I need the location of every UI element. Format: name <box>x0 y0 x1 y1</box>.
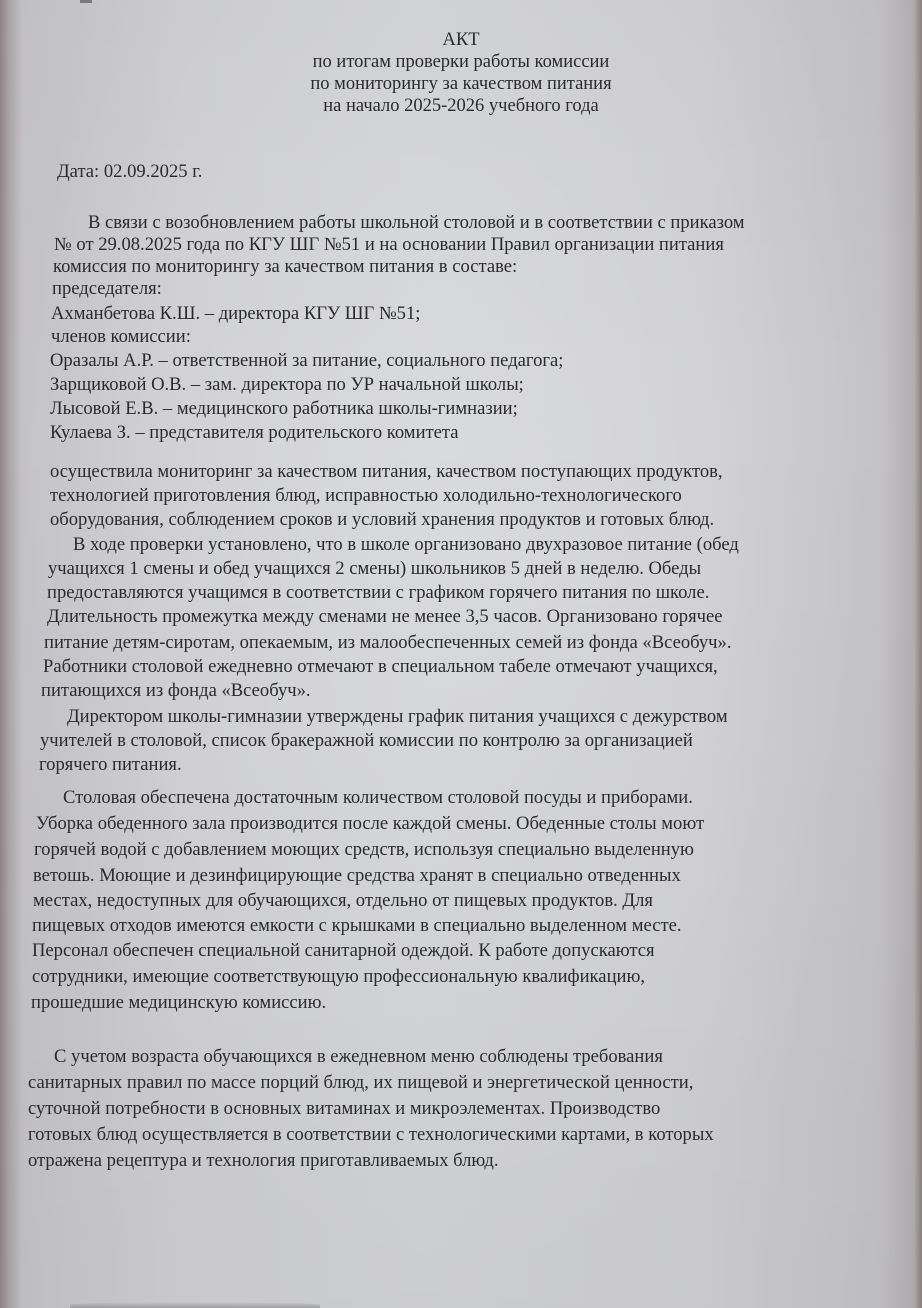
intro-line: В связи с возобновлением работы школьной столовой и в соответствии с приказом <box>88 212 745 233</box>
canteen-line: горячей водой с добавлением моющих средств, используя специально выделенную <box>34 839 694 860</box>
findings-line: питание детям-сиротам, опекаемым, из малообеспеченных семей из фонда «Всеобуч». <box>44 632 732 653</box>
member-entry: Зарщиковой О.В. – зам. директора по УР начальной школы; <box>50 374 524 395</box>
intro-line: комиссия по мониторингу за качеством питания в составе: <box>53 256 518 277</box>
canteen-line: ветошь. Моющие и дезинфицирующие средства хранят в специально отведенных <box>33 865 681 886</box>
canteen-line: местах, недоступных для обучающихся, отдельно от пищевых продуктов. Для <box>33 890 653 911</box>
findings-line: предоставляются учащимся в соответствии с графиком горячего питания по школе. <box>47 582 710 603</box>
findings-line: Длительность промежутка между сменами не менее 3,5 часов. Организовано горячее <box>47 606 723 627</box>
canteen-line: пищевых отходов имеются емкости с крышками в специально выделенном месте. <box>32 915 682 936</box>
member-entry: Лысовой Е.В. – медицинского работника школы-гимназии; <box>50 398 518 419</box>
canteen-line: Персонал обеспечен специальной санитарной одеждой. К работе допускаются <box>32 940 655 961</box>
findings-line: учащихся 1 смены и обед учащихся 2 смены) школьников 5 дней в неделю. Обеды <box>48 558 702 579</box>
paper-edge-mark <box>80 0 92 3</box>
document-subtitle-line: по итогам проверки работы комиссии <box>312 52 610 72</box>
members-label: членов комиссии: <box>51 326 191 347</box>
document-subtitle-line: на начало 2025-2026 учебного года <box>323 96 599 116</box>
findings-line: Работники столовой ежедневно отмечают в специальном табеле отмечают учащихся, <box>43 656 718 677</box>
menu-line: отражена рецептура и технология приготавливаемых блюд. <box>28 1150 499 1171</box>
menu-line: С учетом возраста обучающихся в ежедневном меню соблюдены требования <box>54 1046 663 1067</box>
scope-line: технологией приготовления блюд, исправностью холодильно-технологического <box>50 485 682 506</box>
findings-line: В ходе проверки установлено, что в школе организовано двухразовое питание (обед <box>73 534 739 555</box>
director-line: учителей в столовой, список бракеражной комиссии по контролю за организацией <box>40 730 693 751</box>
member-entry: Оразалы А.Р. – ответственной за питание, социального педагога; <box>50 350 564 371</box>
director-line: Директором школы-гимназии утверждены график питания учащихся с дежурством <box>67 706 728 727</box>
date-line: Дата: 02.09.2025 г. <box>57 161 203 182</box>
member-entry: Кулаева З. – представителя родительского комитета <box>50 422 459 443</box>
menu-line: суточной потребности в основных витаминах и микроэлементах. Производство <box>28 1098 661 1119</box>
canteen-line: прошедшие медицинскую комиссию. <box>31 992 327 1013</box>
menu-line: санитарных правил по массе порций блюд, их пищевой и энергетической ценности, <box>28 1072 694 1093</box>
document-subtitle-line: по мониторингу за качеством питания <box>310 74 612 94</box>
intro-line: № от 29.08.2025 года по КГУ ШГ №51 и на основании Правил организации питания <box>54 234 724 255</box>
scope-line: оборудования, соблюдением сроков и условий хранения продуктов и готовых блюд. <box>50 509 715 530</box>
paper-bottom-edge <box>70 1302 320 1308</box>
document-title: АКТ <box>442 30 480 50</box>
chair-entry: Ахманбетова К.Ш. – директора КГУ ШГ №51; <box>51 303 421 324</box>
canteen-line: Столовая обеспечена достаточным количеством столовой посуды и приборами. <box>63 787 693 808</box>
menu-line: готовых блюд осуществляется в соответствии с технологическими картами, в которых <box>28 1124 714 1145</box>
director-line: горячего питания. <box>39 754 182 775</box>
chair-label: председателя: <box>52 278 162 299</box>
canteen-line: Уборка обеденного зала производится после каждой смены. Обеденные столы моют <box>36 813 705 834</box>
scope-line: осуществила мониторинг за качеством питания, качеством поступающих продуктов, <box>50 461 723 482</box>
document-header <box>0 29 922 117</box>
findings-line: питающихся из фонда «Всеобуч». <box>41 680 311 701</box>
canteen-line: сотрудники, имеющие соответствующую профессиональную квалификацию, <box>32 966 646 987</box>
